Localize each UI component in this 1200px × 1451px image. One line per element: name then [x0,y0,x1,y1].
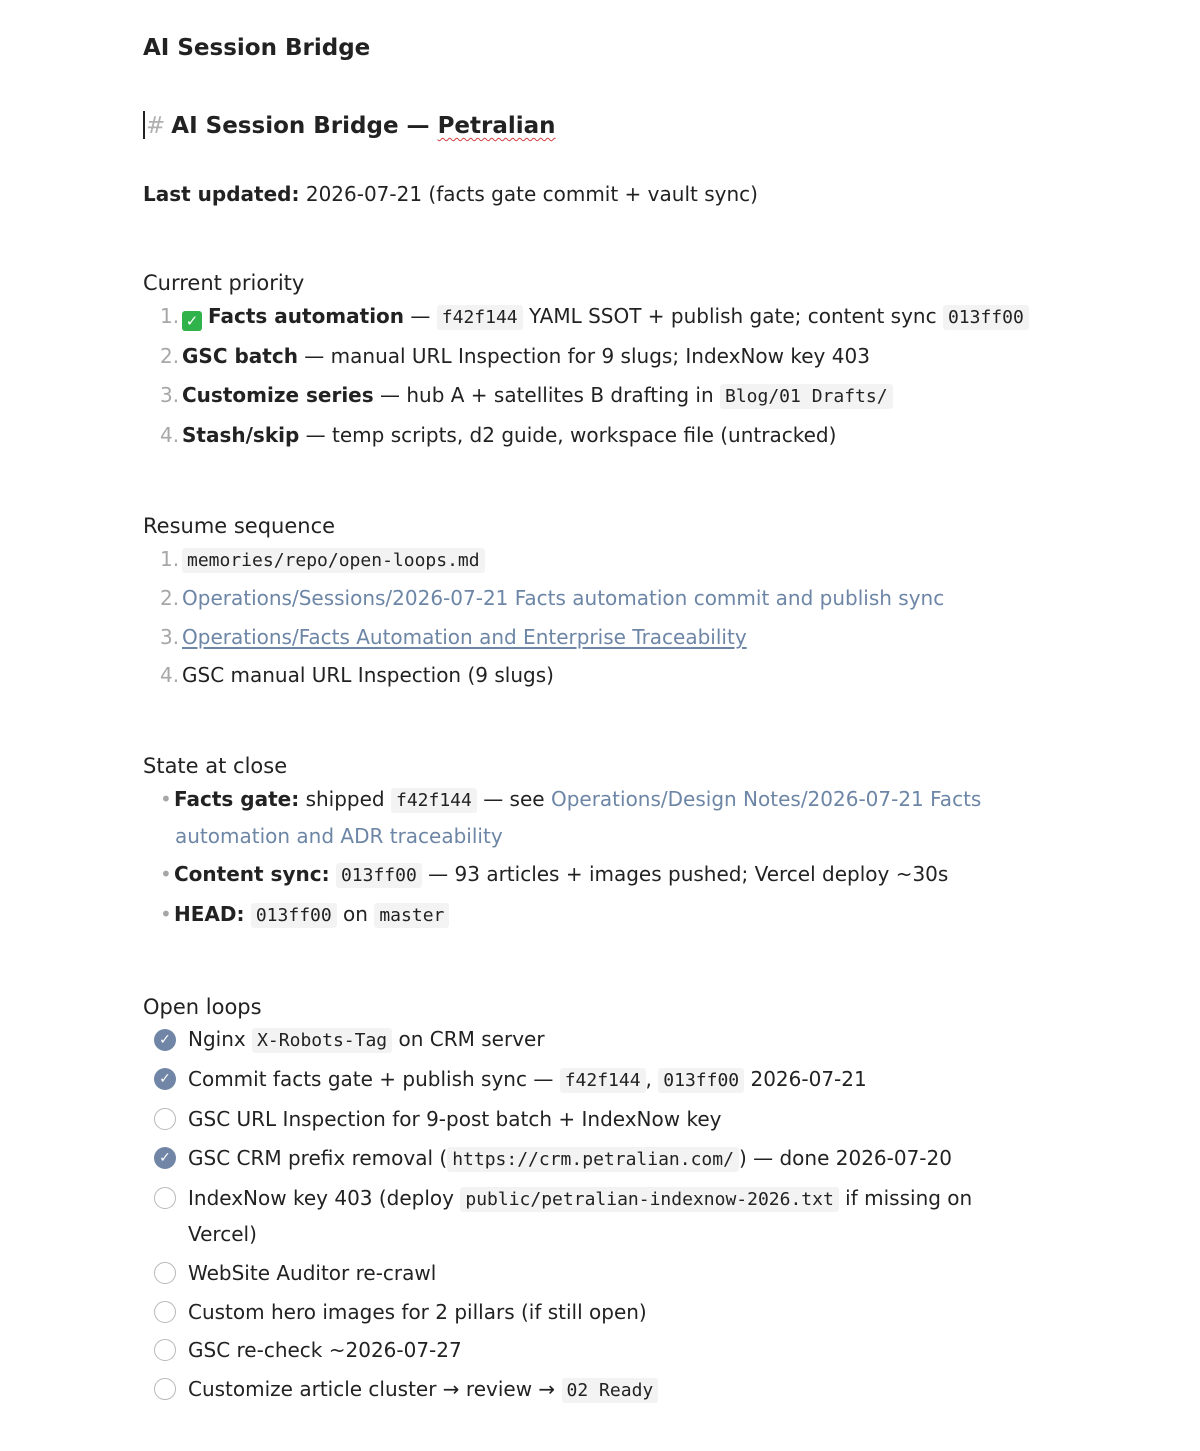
list-number: 3. [160,383,180,407]
open-loop-item [188,1336,462,1364]
loop-text: WebSite Auditor re-crawl [188,1261,437,1285]
checkbox-unchecked[interactable] [154,1187,176,1209]
bullet: • [160,862,172,886]
commit-code: f42f144 [437,305,523,330]
url-code: https://crm.petralian.com/ [447,1147,739,1172]
checkbox-checked[interactable]: ✓ [154,1147,176,1169]
resume-sequence-heading: Resume sequence [143,514,336,538]
loop-text: Custom hero images for 2 pillars (if still open) [188,1300,647,1324]
open-loops-heading: Open loops [143,995,262,1019]
last-updated-value: 2026-07-21 (facts gate commit + vault sync) [305,182,758,206]
loop-text: GSC re-check ~2026-07-27 [188,1338,462,1362]
commit-code: f42f144 [391,788,477,813]
open-loop-item [188,1298,647,1326]
open-loop-item [188,1184,972,1214]
list-number: 1. [160,547,180,571]
priority-item-text: — temp scripts, d2 guide, workspace file (untracked) [299,423,837,447]
state-item-1-continued [175,822,503,850]
heading-text: AI Session Bridge — [171,113,438,139]
list-number: 1. [160,304,180,328]
loop-text: if missing on [838,1186,973,1210]
last-updated-label: Last updated: [143,182,300,206]
loop-text: Customize article cluster → review → [188,1377,562,1401]
priority-item-bold: Customize series [182,383,374,407]
state-item-text: shipped [299,787,391,811]
path-code: Blog/01 Drafts/ [720,384,893,409]
resume-item-1 [160,545,485,575]
state-item-3 [160,900,449,930]
state-item-bold: HEAD: [174,902,245,926]
branch-code: master [374,903,449,928]
list-number: 4. [160,663,180,687]
loop-text: Nginx [188,1027,253,1051]
session-note-link[interactable]: Operations/Sessions/2026-07-21 Facts automation commit and publish sync [182,586,945,610]
commit-code: f42f144 [560,1068,646,1093]
path-code: memories/repo/open-loops.md [182,548,485,573]
priority-item-3 [160,381,893,411]
checkbox-checked[interactable]: ✓ [154,1068,176,1090]
state-item-bold: Facts gate: [174,787,300,811]
list-number: 2. [160,586,180,610]
state-item-text: — see [476,787,551,811]
document-title: AI Session Bridge [143,35,371,61]
checkbox-unchecked[interactable] [154,1262,176,1284]
loop-text: Vercel) [188,1222,257,1246]
priority-item-sep: — [404,304,437,328]
priority-item-bold: GSC batch [182,344,298,368]
loop-text: on CRM server [392,1027,545,1051]
heading-name-misspelled[interactable]: Petralian [437,113,556,139]
priority-item-text: — hub A + satellites B drafting in [373,383,720,407]
open-loop-item [188,1259,436,1287]
loop-text: ) — done 2026-07-20 [738,1146,952,1170]
priority-item-4 [160,421,836,449]
open-loop-item [188,1025,545,1055]
bullet: • [160,787,172,811]
priority-item-text: — manual URL Inspection for 9 slugs; IndexNow key 403 [297,344,870,368]
text-cursor [143,111,145,139]
loop-text: 2026-07-21 [744,1067,867,1091]
priority-item-2 [160,342,870,370]
design-notes-link-continued[interactable]: automation and ADR traceability [175,824,503,848]
state-item-1 [160,785,981,815]
design-notes-link[interactable]: Operations/Design Notes/2026-07-21 Facts [550,787,982,811]
list-number: 2. [160,344,180,368]
heading-line[interactable] [143,111,556,141]
header-code: X-Robots-Tag [252,1028,392,1053]
checkbox-checked[interactable]: ✓ [154,1029,176,1051]
priority-item-1 [160,302,1029,332]
state-at-close-heading: State at close [143,754,288,778]
commit-code: 013ff00 [251,903,337,928]
current-priority-heading: Current priority [143,271,305,295]
checkbox-unchecked[interactable] [154,1339,176,1361]
path-code: public/petralian-indexnow-2026.txt [460,1187,838,1212]
checkbox-unchecked[interactable] [154,1301,176,1323]
resume-item-text: GSC manual URL Inspection (9 slugs) [182,663,554,687]
commit-code: 013ff00 [658,1068,744,1093]
commit-code: 013ff00 [336,863,422,888]
priority-item-bold: Facts automation [208,304,405,328]
markdown-hash: # [146,113,166,139]
state-item-text: on [336,902,375,926]
open-loop-item [188,1375,658,1405]
loop-text: GSC CRM prefix removal ( [188,1146,448,1170]
bullet: • [160,902,172,926]
state-item-bold: Content sync: [174,862,330,886]
folder-code: 02 Ready [562,1378,659,1403]
loop-text: IndexNow key 403 (deploy [188,1186,461,1210]
state-item-text: — 93 articles + images pushed; Vercel deploy ~30s [421,862,949,886]
open-loop-item-continued [188,1220,257,1248]
list-number: 3. [160,625,180,649]
checkbox-unchecked[interactable] [154,1108,176,1130]
priority-item-text: YAML SSOT + publish gate; content sync [522,304,943,328]
facts-automation-link[interactable]: Operations/Facts Automation and Enterprise Traceability [182,625,747,649]
loop-sep: , [645,1067,652,1091]
loop-text: Commit facts gate + publish sync — [188,1067,560,1091]
open-loop-item [188,1144,952,1174]
check-mark-icon: ✓ [182,311,202,331]
commit-code: 013ff00 [943,305,1029,330]
last-updated-line [143,180,758,208]
open-loop-item [188,1065,867,1095]
resume-item-2 [160,584,944,612]
checkbox-unchecked[interactable] [154,1378,176,1400]
open-loop-item [188,1105,721,1133]
resume-item-3 [160,623,747,651]
priority-item-bold: Stash/skip [182,423,300,447]
state-item-2 [160,860,948,890]
loop-text: GSC URL Inspection for 9-post batch + IndexNow key [188,1107,722,1131]
list-number: 4. [160,423,180,447]
resume-item-4 [160,661,554,689]
